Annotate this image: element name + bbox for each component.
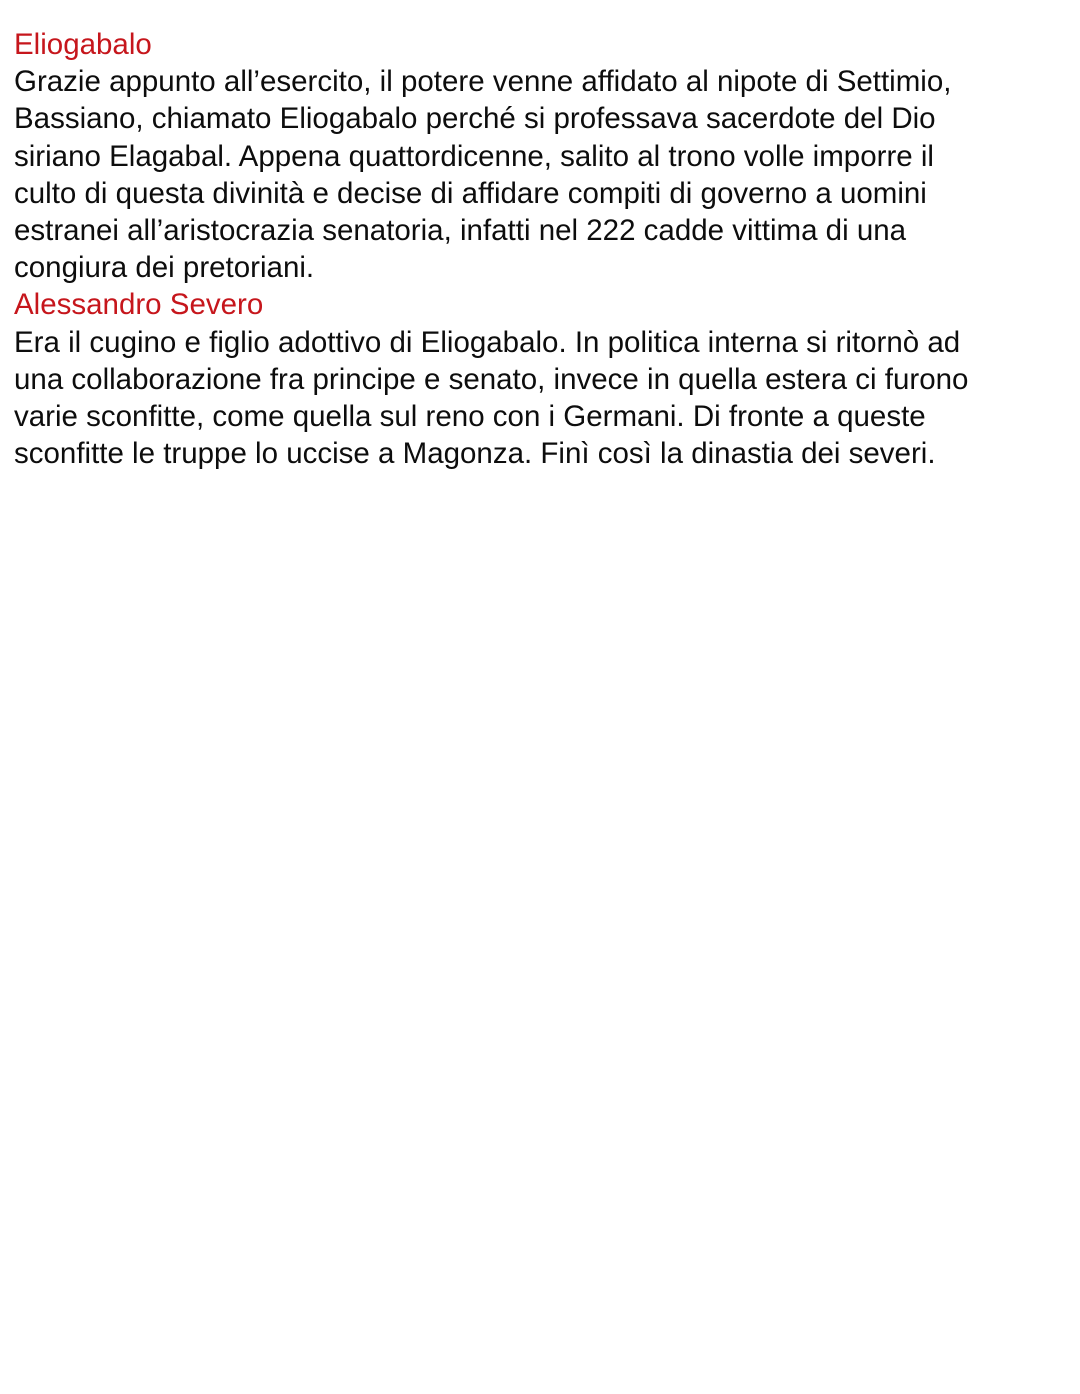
text-line: varie sconfitte, come quella sul reno con i Germani. Di fronte a queste <box>14 400 926 434</box>
text-line: siriano Elagabal. Appena quattordicenne, salito al trono volle imporre il <box>14 139 934 173</box>
text-line: una collaborazione fra principe e senato, invece in quella estera ci furono <box>14 362 969 396</box>
section-heading-eliogabalo: Eliogabalo <box>14 28 152 61</box>
document-page <box>14 26 1064 472</box>
text-line: estranei all’aristocrazia senatoria, infatti nel 222 cadde vittima di una <box>14 214 907 248</box>
section-body-alessandro-severo <box>14 324 1064 473</box>
text-line: Era il cugino e figlio adottivo di Eliogabalo. In politica interna si ritornò ad <box>14 325 961 359</box>
text-line: culto di questa divinità e decise di affidare compiti di governo a uomini <box>14 176 927 210</box>
text-line: Bassiano, chiamato Eliogabalo perché si professava sacerdote del Dio <box>14 102 936 136</box>
text-line: congiura dei pretoriani. <box>14 251 315 285</box>
text-line: sconfitte le truppe lo uccise a Magonza. Finì così la dinastia dei severi. <box>14 437 936 471</box>
section-body-eliogabalo <box>14 63 1064 286</box>
text-line: Grazie appunto all’esercito, il potere venne affidato al nipote di Settimio, <box>14 65 952 99</box>
section-heading-alessandro-severo: Alessandro Severo <box>14 288 264 322</box>
